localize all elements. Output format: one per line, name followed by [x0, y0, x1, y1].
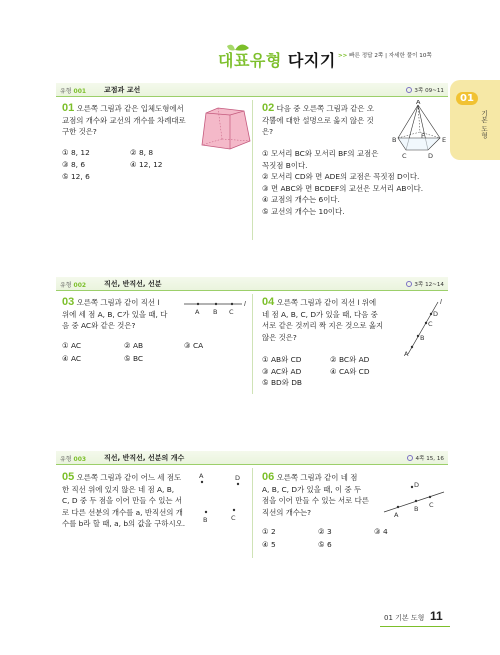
q03-option-5[interactable]: ⑤ BC	[124, 354, 144, 363]
label-C: C	[231, 514, 236, 522]
q02-option-5[interactable]: ⑤ 교선의 개수는 10이다.	[262, 206, 345, 216]
q03-option-1[interactable]: ① AC	[62, 341, 82, 350]
q01-option-5[interactable]: ⑤ 12, 6	[62, 172, 90, 181]
label-C: C	[402, 152, 407, 160]
section-header-001: 유형 001 교점과 교선 3쪽 09~11	[56, 83, 448, 97]
q01-option-3[interactable]: ③ 8, 6	[62, 160, 86, 169]
question-04: 04 오른쪽 그림과 같이 직선 l 위에 네 점 A, B, C, D가 있을 때, 다음 중 서로 같은 것끼리 짝 지은 것으로 옳지 않은 것은?	[262, 296, 384, 342]
q02-option-1[interactable]: ① 모서리 BC와 모서리 BF의 교점은 꼭짓점 B이다.	[262, 149, 379, 170]
footer-rule	[380, 626, 450, 627]
q01-option-2[interactable]: ② 8, 8	[130, 148, 154, 157]
q02-options	[262, 148, 423, 217]
label-D: D	[428, 152, 434, 160]
question-03: 03 오른쪽 그림과 같이 직선 l 위에 세 점 A, B, C가 있을 때, 다 음 중 AC와 같은 것은?	[62, 296, 168, 330]
q04-option-1[interactable]: ① AB와 CD	[262, 355, 302, 364]
q06-option-5[interactable]: ⑤ 6	[318, 540, 332, 549]
q02-option-2[interactable]: ② 모서리 CD와 면 ADE의 교점은 꼭짓점 D이다.	[262, 172, 420, 181]
question-02: 02 다음 중 오른쪽 그림과 같은 오 각뿔에 대한 설명으로 옳지 않은 것 은?	[262, 102, 375, 136]
section-header-002: 유형 002 직선, 반직선, 선분 3쪽 12~14	[56, 277, 448, 291]
label-B: B	[414, 505, 419, 513]
page-header-title: 대표유형 다지기	[218, 51, 336, 70]
q06-option-1[interactable]: ① 2	[262, 527, 276, 536]
label-A: A	[195, 308, 200, 316]
q04-option-5[interactable]: ⑤ BD와 DB	[262, 378, 302, 387]
chapter-number: 01	[456, 92, 478, 105]
line-l-figure-q03	[180, 296, 250, 320]
label-B: B	[420, 334, 425, 342]
frustum-figure	[200, 103, 252, 151]
column-divider	[252, 294, 253, 394]
label-B: B	[213, 308, 218, 316]
question-05: 05 오른쪽 그림과 같이 어느 세 점도 한 직선 위에 있지 않은 네 점 A, B, C, D 중 두 점을 이어 만들 수 있는 서 로 다른 선분의 개수를 a, 반직선의 개 수를 b라 할 때, a, b의 값을 구하시오.	[62, 471, 186, 528]
answer-reference: >> 빠른 정답 2쪽 | 자세한 풀이 10쪽	[338, 53, 432, 59]
four-points-figure	[196, 470, 250, 530]
section-header-003: 유형 003 직선, 반직선, 선분의 개수 4쪽 15, 16	[56, 451, 448, 465]
label-D: D	[414, 482, 420, 489]
label-C: C	[428, 320, 433, 328]
q03-option-3[interactable]: ③ CA	[184, 341, 204, 350]
four-points-line-figure	[382, 482, 448, 522]
q04-option-4[interactable]: ④ CA와 CD	[330, 366, 370, 376]
chapter-side-tab	[450, 80, 500, 160]
label-l: l	[244, 300, 246, 308]
line-l-figure-q04	[398, 296, 448, 360]
label-E: E	[442, 136, 447, 144]
q03-option-4[interactable]: ④ AC	[62, 354, 82, 363]
video-icon	[406, 281, 412, 287]
q01-option-4[interactable]: ④ 12, 12	[130, 160, 163, 169]
video-icon	[406, 87, 412, 93]
q02-option-3[interactable]: ③ 면 ABC와 면 BCDEF의 교선은 모서리 AB이다.	[262, 183, 424, 193]
label-C: C	[229, 308, 234, 316]
column-divider	[252, 100, 253, 240]
q03-option-2[interactable]: ② AB	[124, 341, 144, 350]
q04-option-3[interactable]: ③ AC와 AD	[262, 366, 302, 376]
chapter-label: 기본 도형	[480, 110, 488, 139]
q06-option-3[interactable]: ③ 4	[374, 527, 388, 536]
q04-options	[262, 354, 370, 389]
column-divider	[252, 468, 253, 558]
label-A: A	[416, 100, 421, 106]
label-D: D	[235, 474, 241, 482]
label-B: B	[392, 136, 397, 144]
question-06: 06 오른쪽 그림과 같이 네 점 A, B, C, D가 있을 때, 이 중 두 점을 이어 만들 수 있는 서로 다른 직선의 개수는?	[262, 471, 369, 517]
label-A: A	[404, 350, 409, 358]
label-C: C	[429, 501, 434, 509]
question-01: 01 오른쪽 그림과 같은 입체도형에서 교점의 개수와 교선의 개수를 차례대로 구한 것은?	[62, 102, 186, 136]
q02-option-4[interactable]: ④ 교점의 개수는 6이다.	[262, 195, 340, 204]
q06-option-4[interactable]: ④ 5	[262, 540, 276, 549]
footer-chapter: 01 기본 도형	[384, 614, 425, 622]
page-number: 11	[430, 609, 443, 623]
label-A: A	[199, 472, 204, 480]
label-A: A	[394, 511, 399, 519]
q06-option-2[interactable]: ② 3	[318, 527, 332, 536]
label-l: l	[440, 298, 442, 306]
q04-option-2[interactable]: ② BC와 AD	[330, 355, 370, 364]
video-icon	[407, 455, 413, 461]
label-D: D	[433, 310, 439, 318]
label-B: B	[203, 516, 208, 524]
q01-option-1[interactable]: ① 8, 12	[62, 148, 90, 157]
label-F: F	[421, 132, 425, 140]
